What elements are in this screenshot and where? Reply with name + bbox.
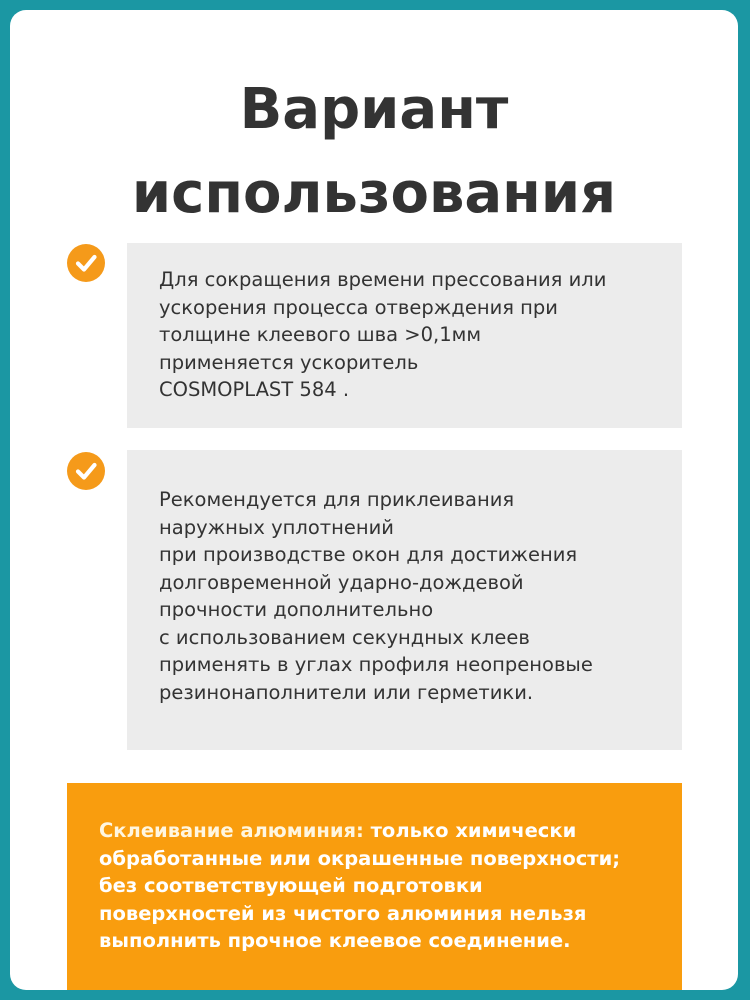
title-line-2: использования [131,161,617,226]
info-box-text: Рекомендуется для приклеивания наружных уплотнений при производстве окон для достижения долговременной ударно-дождевой прочности дополнительно с использованием секундных клеев применять в углах профиля неопреновые резинонаполнители или герметики. [159,488,593,704]
warning-box-aluminium [67,783,682,990]
warning-lead: Склеивание алюминия: [99,819,364,842]
info-box-text: Для сокращения времени прессования или ускорения процесса отверждения при толщине клеевого шва >0,1мм применяется ускоритель COSMOPLAST 584 . [159,268,607,401]
info-box-accelerator [127,243,682,428]
content-card [10,10,738,990]
warning-body: только химически обработанные или окрашенные поверхности; без соответствующей подготовки поверхностей из чистого алюминия нельзя выполнить прочное клеевое соединение. [99,819,621,952]
check-circle-icon [67,244,105,282]
check-circle-icon [67,452,105,490]
warning-text [99,817,682,955]
info-box-seals [127,450,682,750]
page-title [10,68,738,236]
title-line-1: Вариант [239,77,509,142]
